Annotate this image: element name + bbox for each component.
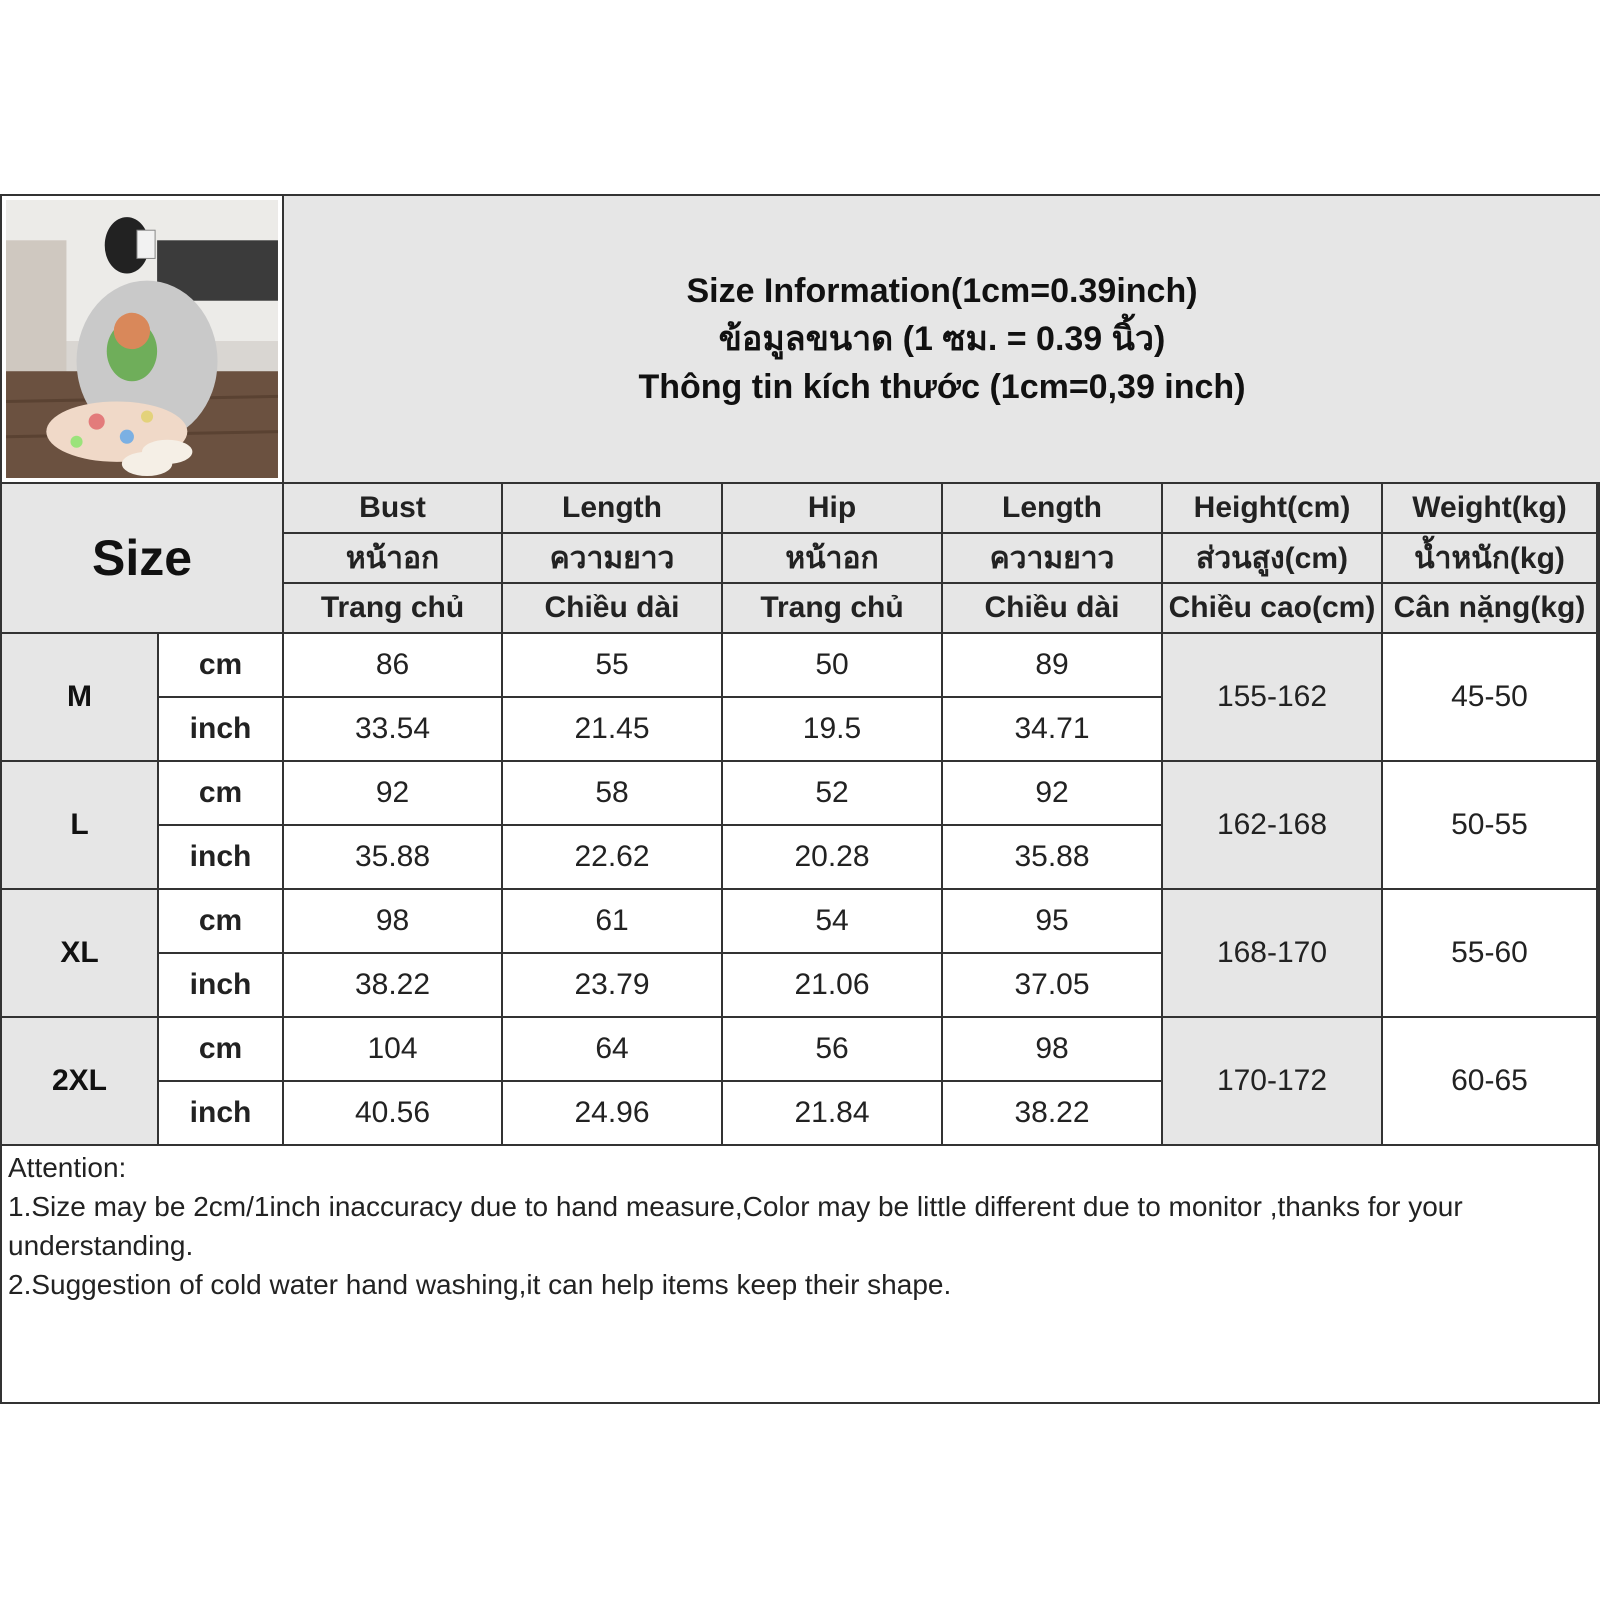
measure-cell-text: 61 — [595, 904, 629, 937]
measure-cell — [284, 1082, 503, 1146]
measure-cell — [943, 634, 1163, 698]
column-header-2-vi-text: Chiều dài — [544, 591, 680, 624]
unit-label-inch — [159, 1082, 284, 1146]
column-header-5-vi — [1163, 584, 1383, 634]
measure-cell-text: 98 — [375, 904, 410, 937]
measure-cell-text: 95 — [1035, 904, 1069, 937]
column-header-2-th — [503, 534, 723, 584]
measure-cell-text: 89 — [1035, 648, 1069, 681]
measure-cell — [943, 1018, 1163, 1082]
weight-cell — [1383, 890, 1598, 1018]
size-cell-2XL-text: 2XL — [51, 1064, 108, 1097]
column-header-3-en — [723, 484, 943, 534]
weight-cell-text: 50-55 — [1451, 808, 1528, 841]
measure-cell — [284, 826, 503, 890]
column-header-5-th — [1163, 534, 1383, 584]
measure-cell — [503, 762, 723, 826]
height-cell-text: 155-162 — [1216, 680, 1328, 713]
weight-cell — [1383, 1018, 1598, 1146]
unit-label-inch — [159, 698, 284, 762]
measure-cell-text: 86 — [375, 648, 410, 681]
measure-cell-text: 19.5 — [802, 712, 862, 745]
size-chart — [0, 194, 1600, 1404]
measure-cell-text: 92 — [1035, 776, 1069, 809]
measure-cell — [723, 826, 943, 890]
size-cell-L — [2, 762, 159, 890]
measure-cell-text: 55 — [595, 648, 629, 681]
height-cell — [1163, 1018, 1383, 1146]
column-header-3-vi-text: Trang chủ — [760, 591, 904, 624]
measure-cell-text: 92 — [375, 776, 410, 809]
measure-cell-text: 20.28 — [794, 840, 870, 873]
column-header-2-th-text: ความยาว — [549, 541, 675, 575]
measure-cell-text: 50 — [815, 648, 849, 681]
column-header-6-vi-text: Cân nặng(kg) — [1393, 591, 1586, 624]
size-cell-L-text: L — [70, 808, 89, 841]
measure-cell — [284, 762, 503, 826]
measure-cell-text: 56 — [815, 1032, 849, 1065]
height-cell-text: 170-172 — [1216, 1064, 1328, 1097]
column-header-4-en-text: Length — [1002, 491, 1102, 524]
measure-cell — [284, 890, 503, 954]
unit-label-cm — [159, 762, 284, 826]
weight-cell — [1383, 634, 1598, 762]
column-header-4-vi-text: Chiều dài — [984, 591, 1120, 624]
column-header-4-th — [943, 534, 1163, 584]
weight-cell-text: 55-60 — [1451, 936, 1528, 969]
measure-cell — [943, 826, 1163, 890]
measure-cell — [503, 698, 723, 762]
column-header-2-vi — [503, 584, 723, 634]
column-header-6-th-text: น้ำหนัก(kg) — [1414, 541, 1565, 575]
column-header-5-vi-text: Chiều cao(cm) — [1168, 591, 1376, 624]
unit-label-inch-text: inch — [189, 1096, 252, 1129]
measure-cell — [723, 762, 943, 826]
unit-label-cm — [159, 890, 284, 954]
measure-cell-text: 23.79 — [574, 968, 650, 1001]
unit-label-cm-text: cm — [198, 904, 243, 937]
column-header-3-th-text: หน้าอก — [785, 541, 879, 575]
column-header-2-en — [503, 484, 723, 534]
measure-cell — [284, 1018, 503, 1082]
column-header-3-th — [723, 534, 943, 584]
measure-cell — [284, 634, 503, 698]
measure-cell — [723, 954, 943, 1018]
size-cell-XL — [2, 890, 159, 1018]
column-header-1-en-text: Bust — [359, 491, 426, 524]
measure-cell-text: 40.56 — [354, 1096, 431, 1129]
measure-cell-text: 58 — [595, 776, 629, 809]
column-header-1-en — [284, 484, 503, 534]
measure-cell — [723, 890, 943, 954]
size-cell-XL-text: XL — [60, 936, 99, 969]
column-header-4-th-text: ความยาว — [989, 541, 1115, 575]
attention-notes — [2, 1146, 1598, 1402]
measure-cell — [503, 1018, 723, 1082]
measure-cell — [284, 954, 503, 1018]
column-header-4-en — [943, 484, 1163, 534]
product-photo — [2, 196, 284, 484]
column-header-5-th-text: ส่วนสูง(cm) — [1196, 541, 1348, 575]
measure-cell-text: 98 — [1035, 1032, 1069, 1065]
unit-label-cm — [159, 1018, 284, 1082]
weight-cell-text: 45-50 — [1451, 680, 1528, 713]
column-header-3-vi — [723, 584, 943, 634]
measure-cell — [723, 1018, 943, 1082]
column-header-6-th — [1383, 534, 1598, 584]
measure-cell — [503, 890, 723, 954]
measure-cell — [284, 698, 503, 762]
unit-label-inch-text: inch — [189, 840, 252, 873]
column-header-6-en — [1383, 484, 1598, 534]
measure-cell-text: 38.22 — [1014, 1096, 1090, 1129]
title-thai: ข้อมูลขนาด (1 ซม. = 0.39 นิ้ว) — [718, 320, 1166, 358]
measure-cell-text: 52 — [815, 776, 849, 809]
measure-cell — [943, 954, 1163, 1018]
unit-label-inch — [159, 826, 284, 890]
column-header-5-en — [1163, 484, 1383, 534]
unit-label-cm-text: cm — [198, 1032, 243, 1065]
measure-cell-text: 35.88 — [354, 840, 431, 873]
measure-cell-text: 54 — [815, 904, 849, 937]
unit-label-inch — [159, 954, 284, 1018]
column-header-1-th-text: หน้าอก — [345, 541, 440, 575]
column-header-4-vi — [943, 584, 1163, 634]
size-header-label: Size — [91, 530, 193, 586]
column-header-1-vi-text: Trang chủ — [320, 591, 465, 624]
measure-cell-text: 22.62 — [574, 840, 650, 873]
column-header-1-th — [284, 534, 503, 584]
unit-label-inch-text: inch — [189, 968, 252, 1001]
height-cell — [1163, 890, 1383, 1018]
size-header — [2, 484, 284, 634]
measure-cell — [943, 762, 1163, 826]
size-cell-M-text: M — [67, 680, 92, 713]
unit-label-cm-text: cm — [198, 776, 243, 809]
measure-cell-text: 104 — [367, 1032, 418, 1065]
column-header-3-en-text: Hip — [807, 491, 857, 524]
unit-label-cm — [159, 634, 284, 698]
measure-cell-text: 38.22 — [354, 968, 431, 1001]
weight-cell — [1383, 762, 1598, 890]
measure-cell — [503, 634, 723, 698]
notes-line-1: 1.Size may be 2cm/1inch inaccuracy due to hand measure,Color may be little different due to monitor ,thanks for your understanding. — [8, 1191, 1463, 1261]
column-header-5-en-text: Height(cm) — [1193, 491, 1351, 524]
measure-cell-text: 34.71 — [1014, 712, 1090, 745]
height-cell — [1163, 634, 1383, 762]
measure-cell-text: 64 — [595, 1032, 629, 1065]
column-header-2-en-text: Length — [562, 491, 662, 524]
model-photo-image — [6, 200, 278, 478]
measure-cell — [723, 698, 943, 762]
measure-cell-text: 21.45 — [574, 712, 650, 745]
height-cell — [1163, 762, 1383, 890]
column-header-6-en-text: Weight(kg) — [1412, 491, 1567, 524]
measure-cell-text: 37.05 — [1014, 968, 1090, 1001]
measure-cell — [943, 698, 1163, 762]
title-vietnamese: Thông tin kích thước (1cm=0,39 inch) — [638, 368, 1246, 406]
measure-cell — [943, 1082, 1163, 1146]
unit-label-inch-text: inch — [189, 712, 252, 745]
notes-line-2: 2.Suggestion of cold water hand washing,it can help items keep their shape. — [8, 1269, 952, 1300]
measure-cell — [503, 1082, 723, 1146]
height-cell-text: 162-168 — [1216, 808, 1328, 841]
measure-cell-text: 21.06 — [794, 968, 870, 1001]
unit-label-cm-text: cm — [198, 648, 243, 681]
height-cell-text: 168-170 — [1216, 936, 1328, 969]
measure-cell — [723, 634, 943, 698]
measure-cell — [503, 954, 723, 1018]
measure-cell — [503, 826, 723, 890]
measure-cell-text: 33.54 — [354, 712, 431, 745]
weight-cell-text: 60-65 — [1451, 1064, 1528, 1097]
notes-heading: Attention: — [8, 1152, 127, 1183]
title-english: Size Information(1cm=0.39inch) — [686, 272, 1198, 310]
measure-cell — [943, 890, 1163, 954]
measure-cell-text: 24.96 — [574, 1096, 650, 1129]
size-cell-M — [2, 634, 159, 762]
column-header-6-vi — [1383, 584, 1598, 634]
measure-cell — [723, 1082, 943, 1146]
column-header-1-vi — [284, 584, 503, 634]
measure-cell-text: 21.84 — [794, 1096, 870, 1129]
size-cell-2XL — [2, 1018, 159, 1146]
measure-cell-text: 35.88 — [1014, 840, 1090, 873]
title-box — [284, 196, 1600, 484]
